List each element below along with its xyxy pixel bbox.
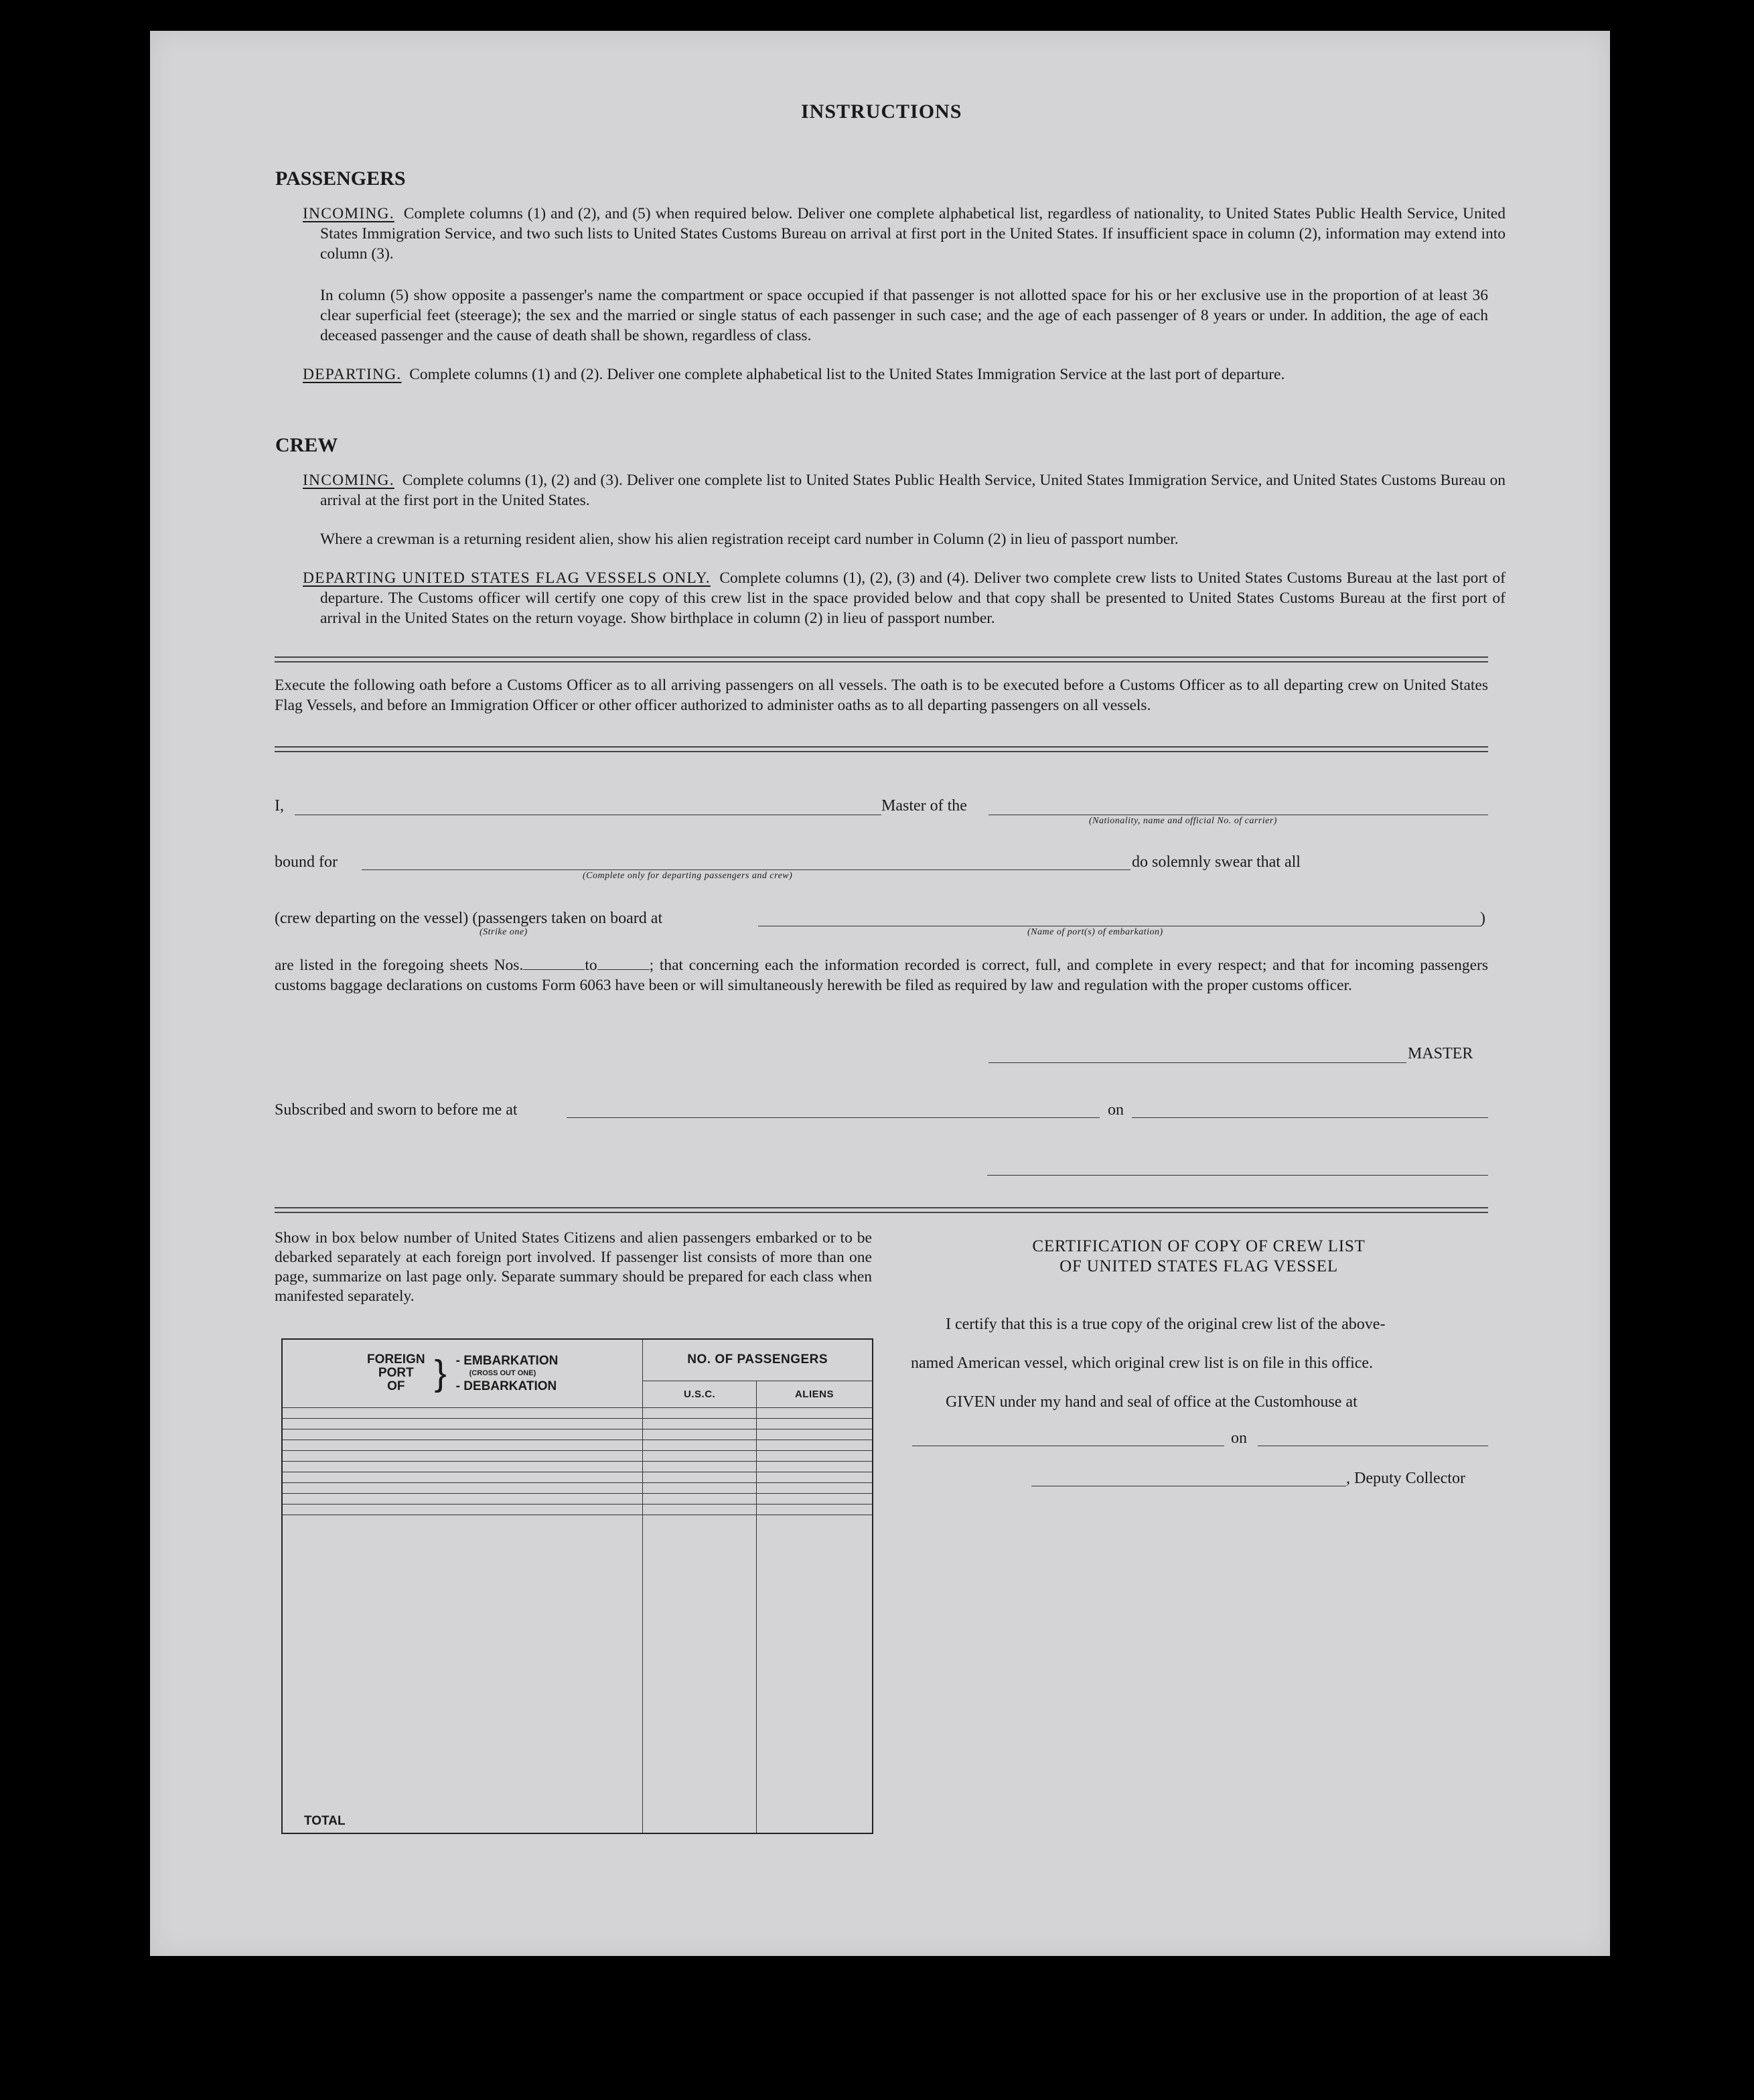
passengers-departing-paragraph — [303, 364, 1506, 384]
crew-departing-text: Complete columns (1), (2), (3) and (4). Deliver two complete crew lists to United States Customs Bureau at the last port of departure. The Customs officer will certify one copy of this crew list in the space provided below and that copy shall be presented to United States Customs Bureau at the first port of arrival in the United States on the return voyage. Show birthplace in column (2) in lieu of passport number. — [320, 569, 1506, 627]
usc-cell[interactable] — [643, 1429, 757, 1440]
port-column-header — [282, 1339, 643, 1407]
certification-title — [911, 1237, 1487, 1277]
certification-line-2: named American vessel, which original crew list is on file in this office. — [911, 1354, 1374, 1372]
port-cell[interactable] — [282, 1440, 643, 1450]
crew-resident-paragraph: Where a crewman is a returning resident alien, show his alien registration receipt card number in Column (2) in lieu of passport number. — [320, 531, 1179, 548]
on-label: on — [1108, 1101, 1124, 1119]
master-label: MASTER — [1408, 1045, 1473, 1062]
close-paren: ) — [1480, 910, 1485, 927]
passengers-incoming-paragraph — [303, 204, 1506, 264]
usc-cell[interactable] — [643, 1418, 757, 1429]
officer-signature-line[interactable] — [987, 1175, 1488, 1176]
listed-b: ; that concerning each the information recorded is correct, full, and complete in every respect; and that for incoming passengers customs baggage declarations on customs Form 6063 have been or will simultaneously herewith be filed as required by law and regulation with the proper customs officer. — [275, 957, 1488, 994]
usc-header: U.S.C. — [643, 1381, 757, 1407]
port-cell[interactable] — [282, 1429, 643, 1440]
crew-departing-label: (crew departing on the vessel) (passengers taken on board at — [275, 910, 663, 927]
crew-departing-lead: DEPARTING UNITED STATES FLAG VESSELS ONLY. — [303, 569, 711, 587]
subscribed-date-line[interactable] — [1132, 1117, 1488, 1118]
total-label: TOTAL — [282, 1515, 643, 1833]
crew-heading: CREW — [275, 434, 338, 456]
passengers-count-header: NO. OF PASSENGERS — [643, 1339, 873, 1381]
oath-instruction: Execute the following oath before a Customs Officer as to all arriving passengers on all vessels. The oath is to be executed before a Customs Officer as to all departing crew on United States Flag Vessels, and before an Immigration Officer or other officer authorized to administer oaths as to all departing passengers on all vessels. — [275, 677, 1488, 714]
cross-out-label: (CROSS OUT ONE) — [469, 1369, 536, 1377]
crew-incoming-lead: INCOMING. — [303, 472, 394, 489]
strike-one-caption: (Strike one) — [480, 927, 528, 937]
divider — [275, 1207, 1488, 1213]
port-cell[interactable] — [282, 1483, 643, 1494]
passengers-column5-paragraph: In column (5) show opposite a passenger's name the compartment or space occupied if that passenger is not allotted space for his or her exclusive use in the proportion of at least 36 clear superficial feet (steerage); the sex and the married or single status of each passenger in such case; and the age of each passenger of 8 years or under. In addition, the age of each deceased passenger and the cause of death shall be shown, regardless of class. — [320, 287, 1488, 344]
crew-departing-paragraph — [303, 568, 1506, 628]
sheet-to-blank[interactable] — [597, 969, 650, 970]
total-row — [282, 1515, 873, 1833]
listed-paragraph — [275, 955, 1488, 995]
deputy-collector-label: , Deputy Collector — [1346, 1470, 1465, 1487]
passengers-departing-text: Complete columns (1) and (2). Deliver one complete alphabetical list to the United States Immigration Service at the last port of departure. — [409, 366, 1285, 383]
aliens-cell[interactable] — [756, 1483, 873, 1494]
subscribed-place-line[interactable] — [567, 1117, 1100, 1118]
embarkation-label[interactable]: - EMBARKATION — [455, 1353, 559, 1368]
aliens-cell[interactable] — [756, 1418, 873, 1429]
aliens-cell[interactable] — [756, 1504, 873, 1515]
divider — [275, 656, 1488, 662]
port-cell[interactable] — [282, 1418, 643, 1429]
table-row — [282, 1407, 873, 1418]
passengers-incoming-lead: INCOMING. — [303, 205, 394, 222]
port-cell[interactable] — [282, 1407, 643, 1418]
destination-line[interactable] — [362, 869, 1130, 870]
swear-label: do solemnly swear that all — [1132, 853, 1301, 871]
crew-incoming-text: Complete columns (1), (2) and (3). Deliver one complete list to United States Public Health Service, United States Immigration Service, and United States Customs Bureau on arrival at the first port in the United States. — [320, 472, 1506, 509]
passengers-heading: PASSENGERS — [275, 167, 406, 190]
usc-cell[interactable] — [643, 1407, 757, 1418]
aliens-cell[interactable] — [756, 1450, 873, 1461]
nationality-caption: (Nationality, name and official No. of carrier) — [1089, 816, 1277, 826]
port-cell[interactable] — [282, 1461, 643, 1472]
certification-line-3: GIVEN under my hand and seal of office at the Customhouse at — [946, 1393, 1358, 1411]
listed-a: are listed in the foregoing sheets Nos. — [275, 957, 524, 974]
certification-on-label: on — [1231, 1429, 1247, 1447]
usc-cell[interactable] — [643, 1472, 757, 1483]
table-row — [282, 1494, 873, 1504]
port-cell[interactable] — [282, 1450, 643, 1461]
divider — [275, 746, 1488, 752]
brace-icon: } — [434, 1353, 447, 1394]
port-cell[interactable] — [282, 1494, 643, 1504]
port-label: PORT — [378, 1366, 414, 1381]
aliens-cell[interactable] — [756, 1494, 873, 1504]
listed-to: to — [585, 957, 597, 974]
aliens-cell[interactable] — [756, 1429, 873, 1440]
usc-total-cell[interactable] — [643, 1515, 757, 1833]
oath-i-label: I, — [275, 797, 284, 815]
port-cell[interactable] — [282, 1472, 643, 1483]
page-title: INSTRUCTIONS — [801, 100, 962, 123]
passengers-departing-lead: DEPARTING. — [303, 366, 402, 383]
usc-cell[interactable] — [643, 1461, 757, 1472]
of-label: OF — [387, 1379, 405, 1394]
usc-cell[interactable] — [643, 1504, 757, 1515]
usc-cell[interactable] — [643, 1450, 757, 1461]
certification-title-line-1: CERTIFICATION OF COPY OF CREW LIST — [1032, 1237, 1366, 1255]
aliens-cell[interactable] — [756, 1407, 873, 1418]
aliens-total-cell[interactable] — [756, 1515, 873, 1833]
master-signature-line[interactable] — [989, 1062, 1406, 1063]
bound-for-label: bound for — [275, 853, 338, 871]
aliens-cell[interactable] — [756, 1472, 873, 1483]
table-row — [282, 1429, 873, 1440]
table-row — [282, 1504, 873, 1515]
certification-title-line-2: OF UNITED STATES FLAG VESSEL — [1059, 1257, 1338, 1275]
certification-line-1: I certify that this is a true copy of the original crew list of the above- — [946, 1316, 1386, 1333]
debarkation-label[interactable]: - DEBARKATION — [455, 1379, 557, 1393]
usc-cell[interactable] — [643, 1494, 757, 1504]
crew-incoming-paragraph — [303, 470, 1506, 510]
table-row — [282, 1461, 873, 1472]
aliens-cell[interactable] — [756, 1440, 873, 1450]
table-row — [282, 1450, 873, 1461]
passengers-incoming-text: Complete columns (1) and (2), and (5) when required below. Deliver one complete alphabetical list, regardless of nationality, to United States Public Health Service, United States Immigration Service, and two such lists to United States Customs Bureau on arrival at first port in the United States. If insufficient space in column (2), information may extend into column (3). — [320, 205, 1506, 263]
bound-for-caption: (Complete only for departing passengers and crew) — [583, 871, 793, 881]
passenger-summary-table — [281, 1338, 873, 1834]
summary-instructions: Show in box below number of United States Citizens and alien passengers embarked or to be debarked separately at each foreign port involved. If passenger list consists of more than one page, summarize on last page only. Separate summary should be prepared for each class when manifested separately. — [275, 1229, 872, 1305]
port-cell[interactable] — [282, 1504, 643, 1515]
sheet-from-blank[interactable] — [523, 969, 585, 970]
table-row — [282, 1440, 873, 1450]
usc-cell[interactable] — [643, 1440, 757, 1450]
table-row — [282, 1418, 873, 1429]
ports-caption: (Name of port(s) of embarkation) — [1027, 927, 1163, 937]
table-row — [282, 1472, 873, 1483]
table-row — [282, 1483, 873, 1494]
master-of-the-label: Master of the — [881, 797, 967, 815]
aliens-header: ALIENS — [756, 1381, 873, 1407]
aliens-cell[interactable] — [756, 1461, 873, 1472]
subscribed-label: Subscribed and sworn to before me at — [275, 1101, 518, 1119]
usc-cell[interactable] — [643, 1483, 757, 1494]
foreign-label: FOREIGN — [367, 1352, 425, 1367]
